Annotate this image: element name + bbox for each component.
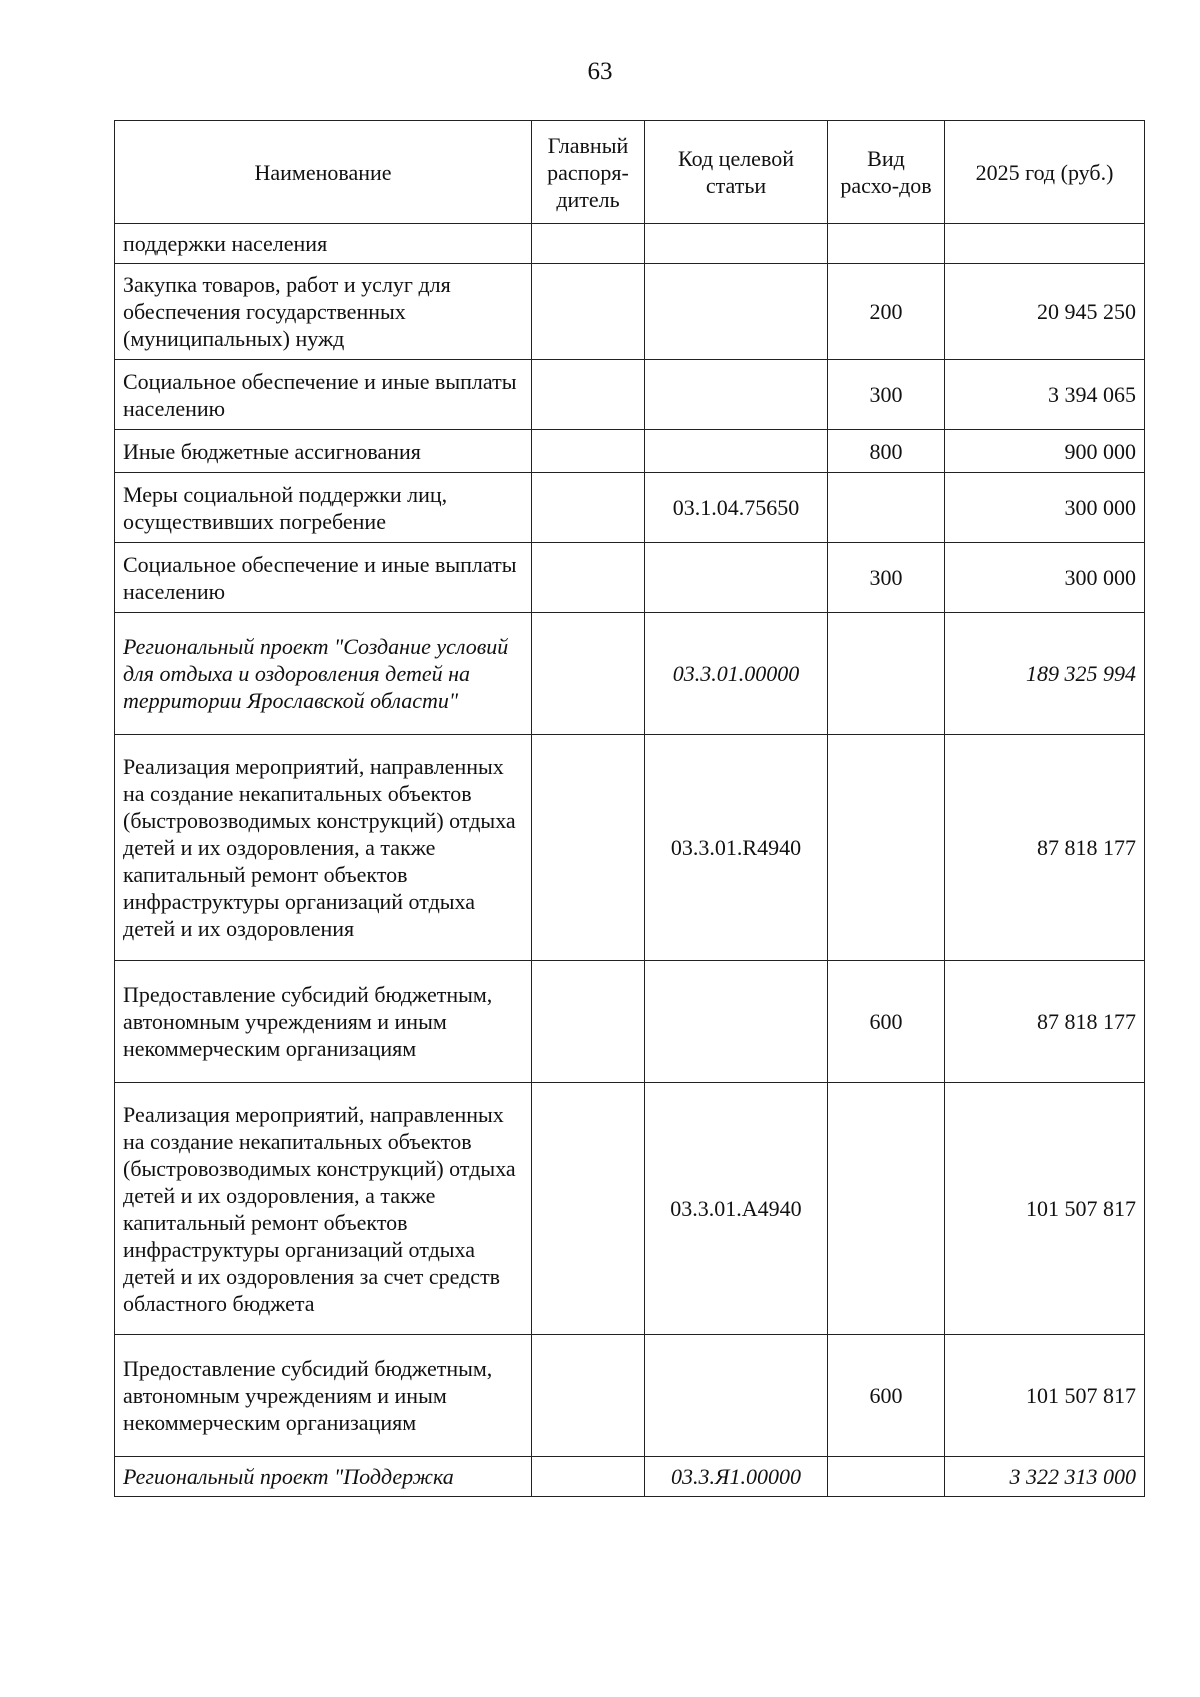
row-name-cell: Предоставление субсидий бюджетным, автономным учреждениям и иным некоммерческим организациям [115, 1335, 532, 1457]
table-row [115, 264, 1145, 360]
header-year-amount: 2025 год (руб.) [945, 121, 1145, 224]
row-amount-cell: 101 507 817 [945, 1335, 1145, 1457]
row-amount-cell: 300 000 [945, 473, 1145, 543]
row-admin-cell [532, 430, 645, 473]
row-admin-cell [532, 1083, 645, 1335]
row-admin-cell [532, 1457, 645, 1497]
table-row [115, 224, 1145, 264]
row-name-cell: Меры социальной поддержки лиц, осуществивших погребение [115, 473, 532, 543]
row-amount-cell: 189 325 994 [945, 613, 1145, 735]
row-code-cell: 03.3.01.А4940 [645, 1083, 828, 1335]
row-admin-cell [532, 1335, 645, 1457]
row-admin-cell [532, 360, 645, 430]
row-amount-cell [945, 224, 1145, 264]
row-amount-cell: 300 000 [945, 543, 1145, 613]
table-row [115, 473, 1145, 543]
row-name-cell: Реализация мероприятий, направленных на создание некапитальных объектов (быстровозводимых конструкций) отдыха детей и их оздоровления, а также капитальный ремонт объектов инфраструктуры организаций отдыха детей и их оздоровления [115, 735, 532, 961]
header-admin: Главный распоря-дитель [532, 121, 645, 224]
row-admin-cell [532, 961, 645, 1083]
row-name-cell: Иные бюджетные ассигнования [115, 430, 532, 473]
header-code: Код целевой статьи [645, 121, 828, 224]
table-row [115, 1457, 1145, 1497]
table-row [115, 430, 1145, 473]
table-body [115, 224, 1145, 1497]
row-admin-cell [532, 473, 645, 543]
header-expense-type: Вид расхо-дов [828, 121, 945, 224]
row-name-cell: Социальное обеспечение и иные выплаты населению [115, 543, 532, 613]
table-row [115, 613, 1145, 735]
row-amount-cell: 101 507 817 [945, 1083, 1145, 1335]
row-name-cell: поддержки населения [115, 224, 532, 264]
header-name: Наименование [115, 121, 532, 224]
page-number: 63 [587, 58, 613, 85]
row-code-cell [645, 360, 828, 430]
row-expense-type-cell: 300 [828, 360, 945, 430]
row-amount-cell: 20 945 250 [945, 264, 1145, 360]
row-amount-cell: 87 818 177 [945, 735, 1145, 961]
row-amount-cell: 3 394 065 [945, 360, 1145, 430]
row-expense-type-cell: 800 [828, 430, 945, 473]
row-expense-type-cell [828, 613, 945, 735]
row-admin-cell [532, 735, 645, 961]
row-code-cell [645, 1335, 828, 1457]
row-code-cell [645, 224, 828, 264]
row-expense-type-cell [828, 1457, 945, 1497]
row-name-cell: Закупка товаров, работ и услуг для обеспечения государственных (муниципальных) нужд [115, 264, 532, 360]
row-expense-type-cell: 600 [828, 1335, 945, 1457]
row-name-cell: Социальное обеспечение и иные выплаты населению [115, 360, 532, 430]
row-expense-type-cell: 600 [828, 961, 945, 1083]
table-row [115, 1335, 1145, 1457]
row-name-cell: Региональный проект "Поддержка [115, 1457, 532, 1497]
table-row [115, 961, 1145, 1083]
table-row [115, 1083, 1145, 1335]
row-code-cell: 03.1.04.75650 [645, 473, 828, 543]
row-code-cell: 03.3.01.R4940 [645, 735, 828, 961]
table-row [115, 735, 1145, 961]
row-admin-cell [532, 613, 645, 735]
row-name-cell: Реализация мероприятий, направленных на создание некапитальных объектов (быстровозводимых конструкций) отдыха детей и их оздоровления, а также капитальный ремонт объектов инфраструктуры организаций отдыха детей и их оздоровления за счет средств областного бюджета [115, 1083, 532, 1335]
table-header-row [115, 121, 1145, 224]
row-expense-type-cell [828, 735, 945, 961]
row-admin-cell [532, 543, 645, 613]
row-code-cell [645, 543, 828, 613]
row-admin-cell [532, 224, 645, 264]
row-code-cell [645, 430, 828, 473]
table-row [115, 543, 1145, 613]
row-expense-type-cell [828, 224, 945, 264]
row-code-cell: 03.3.01.00000 [645, 613, 828, 735]
row-code-cell [645, 264, 828, 360]
row-expense-type-cell [828, 1083, 945, 1335]
budget-table [114, 120, 1145, 1497]
row-admin-cell [532, 264, 645, 360]
table-row [115, 360, 1145, 430]
row-amount-cell: 900 000 [945, 430, 1145, 473]
row-amount-cell: 3 322 313 000 [945, 1457, 1145, 1497]
row-amount-cell: 87 818 177 [945, 961, 1145, 1083]
row-expense-type-cell: 200 [828, 264, 945, 360]
row-code-cell: 03.3.Я1.00000 [645, 1457, 828, 1497]
row-name-cell: Предоставление субсидий бюджетным, автономным учреждениям и иным некоммерческим организациям [115, 961, 532, 1083]
row-name-cell: Региональный проект "Создание условий для отдыха и оздоровления детей на территории Ярославской области" [115, 613, 532, 735]
row-code-cell [645, 961, 828, 1083]
row-expense-type-cell [828, 473, 945, 543]
row-expense-type-cell: 300 [828, 543, 945, 613]
